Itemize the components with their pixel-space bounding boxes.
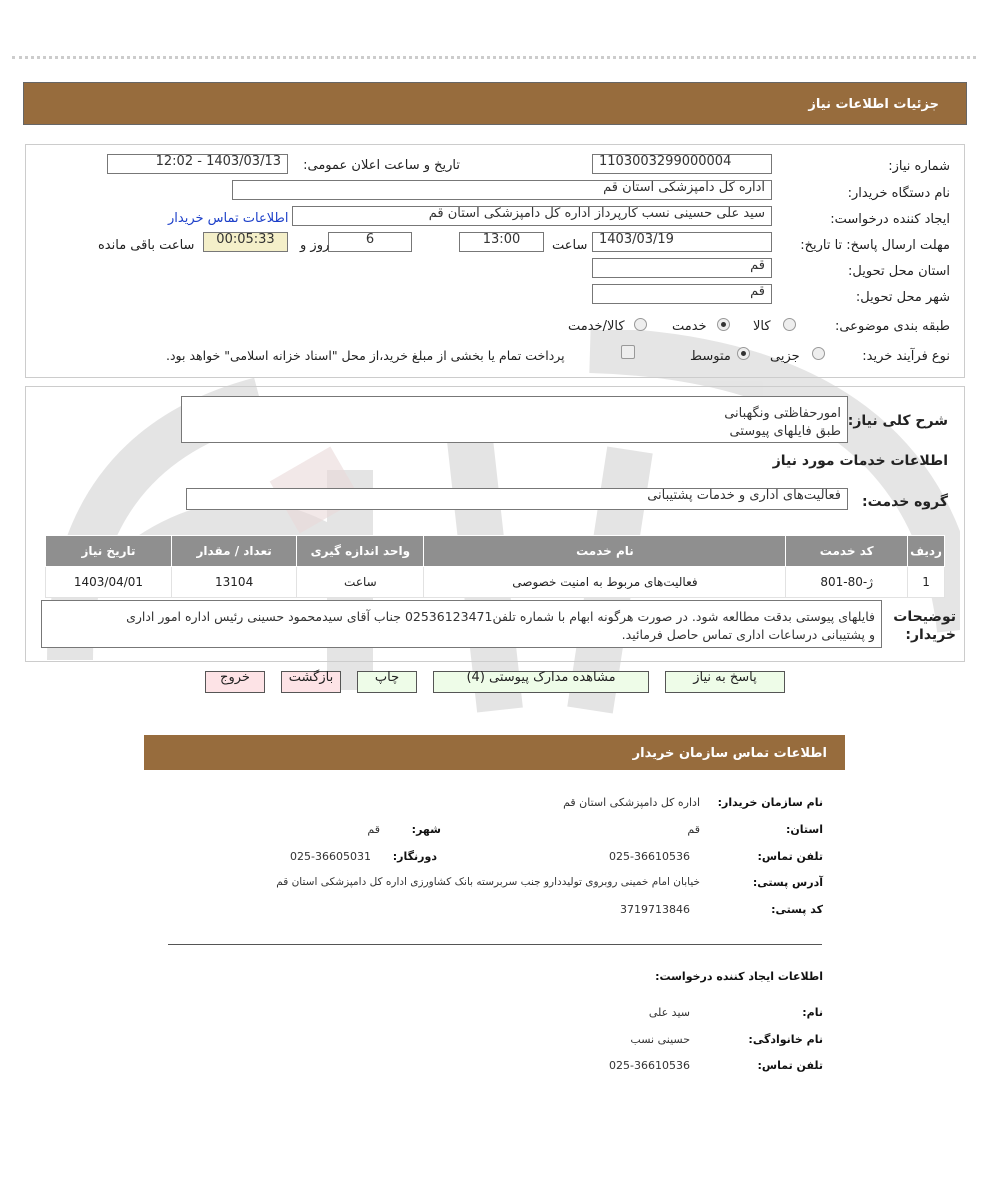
delivery-city-label: شهر محل تحویل: bbox=[855, 290, 950, 305]
category-radio-goods[interactable] bbox=[783, 318, 796, 331]
delivery-city-field: قم bbox=[592, 284, 772, 304]
back-button[interactable]: بازگشت bbox=[281, 671, 341, 693]
cell-service-name: فعالیت‌های مربوط به امنیت خصوصی bbox=[424, 567, 786, 598]
remaining-time-field: 00:05:33 bbox=[203, 232, 288, 252]
deadline-hour-field: 13:00 bbox=[459, 232, 544, 252]
col-need-date: تاریخ نیاز bbox=[46, 536, 172, 567]
services-title: اطلاعات خدمات مورد نیاز bbox=[772, 453, 948, 469]
cell-quantity: 13104 bbox=[171, 567, 296, 598]
services-table bbox=[45, 535, 945, 598]
creator-phone-label: تلفن تماس: bbox=[757, 1059, 823, 1072]
creator-family-label: نام خانوادگی: bbox=[748, 1033, 823, 1046]
buyer-notes-label bbox=[886, 608, 956, 644]
creator-family-value: حسینی نسب bbox=[630, 1033, 690, 1046]
category-option-goods-service: کالا/خدمت bbox=[568, 319, 625, 334]
contact-postal-label: کد پستی: bbox=[771, 903, 823, 916]
description-label: شرح کلی نیاز: bbox=[847, 413, 948, 429]
cell-need-date: 1403/04/01 bbox=[46, 567, 172, 598]
process-radio-minor[interactable] bbox=[812, 347, 825, 360]
process-option-minor: جزیی bbox=[770, 349, 800, 364]
creator-name-label: نام: bbox=[802, 1006, 823, 1019]
cell-row-number: 1 bbox=[908, 567, 945, 598]
buyer-notes-label-line-2: خریدار: bbox=[905, 627, 956, 643]
col-unit: واحد اندازه گیری bbox=[297, 536, 424, 567]
buyer-notes-line-2: و پشتیبانی درساعات اداری تماس حاصل فرمائید. bbox=[621, 627, 875, 642]
contact-province-label: استان: bbox=[786, 823, 823, 836]
deadline-label: مهلت ارسال پاسخ: تا تاریخ: bbox=[800, 238, 950, 253]
service-group-field: فعالیت‌های اداری و خدمات پشتیبانی bbox=[186, 488, 848, 510]
process-radio-medium[interactable] bbox=[737, 347, 750, 360]
table-row bbox=[46, 567, 945, 598]
buyer-notes-label-line-1: توضیحات bbox=[893, 609, 956, 625]
contact-header bbox=[144, 735, 845, 770]
treasury-payment-note: پرداخت تمام یا بخشی از مبلغ خرید،از محل "اسناد خزانه اسلامی" خواهد بود. bbox=[166, 348, 565, 363]
creator-name-value: سید علی bbox=[648, 1006, 690, 1019]
contact-phone-label: تلفن تماس: bbox=[757, 850, 823, 863]
delivery-province-label: استان محل تحویل: bbox=[848, 264, 950, 279]
contact-title: اطلاعات تماس سازمان خریدار bbox=[632, 746, 827, 761]
contact-city-value: قم bbox=[367, 823, 380, 836]
col-row-number: ردیف bbox=[908, 536, 945, 567]
requester-label: ایجاد کننده درخواست: bbox=[830, 212, 950, 227]
description-field bbox=[181, 396, 848, 443]
col-service-name: نام خدمت bbox=[424, 536, 786, 567]
contact-address-label: آدرس پستی: bbox=[752, 876, 823, 889]
contact-fax-label: دورنگار: bbox=[392, 850, 437, 863]
announce-datetime-label: تاریخ و ساعت اعلان عمومی: bbox=[303, 158, 460, 173]
buyer-org-field: اداره کل دامپزشکی استان قم bbox=[232, 180, 772, 200]
cell-service-code: ژ-80-801 bbox=[786, 567, 908, 598]
contact-phone-value: 025-36610536 bbox=[609, 850, 690, 863]
buyer-notes-field bbox=[41, 600, 882, 648]
table-header-row bbox=[46, 536, 945, 567]
view-attachments-button[interactable]: مشاهده مدارک پیوستی (4) bbox=[433, 671, 649, 693]
category-radio-goods-service[interactable] bbox=[634, 318, 647, 331]
category-label: طبقه بندی موضوعی: bbox=[834, 319, 950, 334]
exit-button[interactable]: خروج bbox=[205, 671, 265, 693]
deadline-hour-label: ساعت bbox=[552, 238, 588, 253]
contact-fax-value: 025-36605031 bbox=[290, 850, 371, 863]
contact-province-value: قم bbox=[687, 823, 700, 836]
top-divider bbox=[12, 56, 976, 59]
requester-field: سید علی حسینی نسب کارپرداز اداره کل دامپزشکی استان قم bbox=[292, 206, 772, 226]
cell-unit: ساعت bbox=[297, 567, 424, 598]
treasury-payment-checkbox[interactable] bbox=[621, 345, 635, 359]
contact-address-value: خیابان امام خمینی روبروی تولیددارو جنب سربرسته بانک کشاورزی اداره کل دامپزشکی استان قم bbox=[276, 876, 700, 888]
category-option-goods: کالا bbox=[753, 319, 771, 334]
need-number-label: شماره نیاز: bbox=[888, 159, 950, 174]
col-service-code: کد خدمت bbox=[786, 536, 908, 567]
contact-city-label: شهر: bbox=[411, 823, 441, 836]
contact-org-label: نام سازمان خریدار: bbox=[717, 796, 823, 809]
description-line-2: طبق فایلهای پیوستی bbox=[729, 424, 841, 439]
creator-title: اطلاعات ایجاد کننده درخواست: bbox=[655, 970, 823, 983]
announce-datetime-field: 1403/03/13 - 12:02 bbox=[107, 154, 288, 174]
contact-divider bbox=[168, 944, 822, 945]
need-number-field: 1103003299000004 bbox=[592, 154, 772, 174]
process-option-medium: متوسط bbox=[690, 349, 731, 364]
deadline-days-label: روز و bbox=[300, 238, 330, 253]
buyer-org-label: نام دستگاه خریدار: bbox=[847, 186, 950, 201]
remaining-time-label: ساعت باقی مانده bbox=[98, 238, 195, 253]
page-header bbox=[23, 82, 967, 125]
print-button[interactable]: چاپ bbox=[357, 671, 417, 693]
deadline-date-field: 1403/03/19 bbox=[592, 232, 772, 252]
deadline-days-field: 6 bbox=[328, 232, 412, 252]
buyer-contact-link[interactable]: اطلاعات تماس خریدار bbox=[168, 211, 289, 226]
category-option-service: خدمت bbox=[672, 319, 707, 334]
category-radio-service[interactable] bbox=[717, 318, 730, 331]
delivery-province-field: قم bbox=[592, 258, 772, 278]
purchase-process-label: نوع فرآیند خرید: bbox=[862, 349, 950, 364]
col-quantity: تعداد / مقدار bbox=[171, 536, 296, 567]
buyer-notes-line-1: فایلهای پیوستی بدقت مطالعه شود. در صورت هرگونه ابهام با شماره تلفن02536123471 جناب آقای سیدمحمود حسینی رئیس اداره امور اداری bbox=[126, 609, 875, 624]
contact-org-value: اداره کل دامپزشکی استان قم bbox=[563, 796, 700, 809]
creator-phone-value: 025-36610536 bbox=[609, 1059, 690, 1072]
contact-postal-value: 3719713846 bbox=[620, 903, 690, 916]
respond-button[interactable]: پاسخ به نیاز bbox=[665, 671, 785, 693]
service-group-label: گروه خدمت: bbox=[862, 494, 948, 510]
description-line-1: امورحفاظتی ونگهبانی bbox=[724, 406, 841, 421]
page-title: جزئیات اطلاعات نیاز bbox=[808, 97, 939, 112]
